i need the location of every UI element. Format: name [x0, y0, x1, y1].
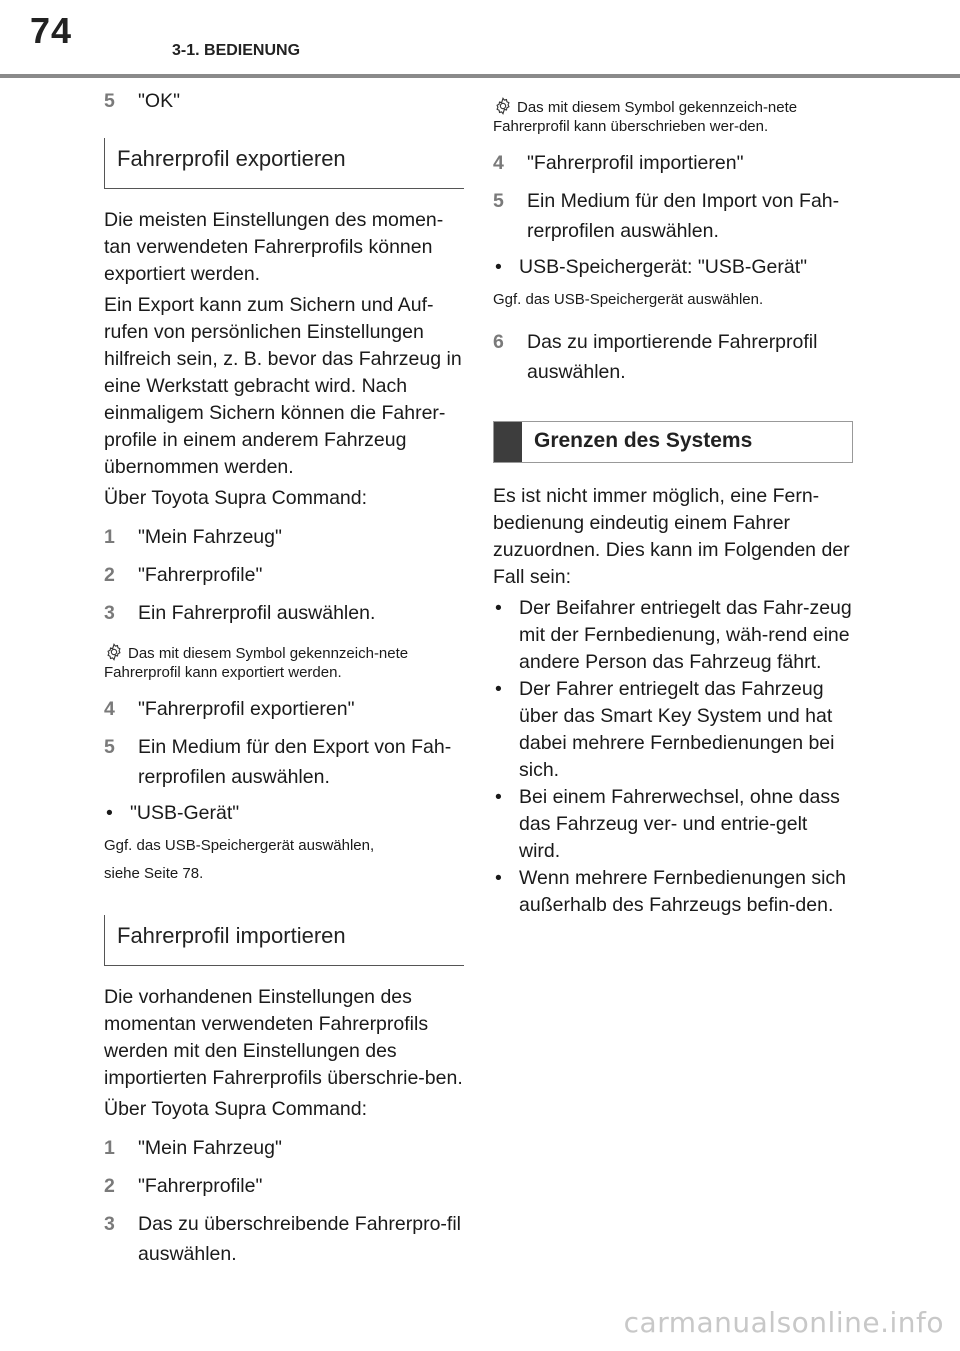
step-item	[493, 148, 853, 178]
note-text: Das mit diesem Symbol gekennzeich-nete Fahrerprofil kann exportiert werden.	[104, 645, 409, 681]
step-number: 5	[493, 190, 504, 212]
step-text: "Fahrerprofil exportieren"	[138, 698, 355, 720]
watermark: carmanualsonline.info	[623, 1306, 944, 1339]
step-number: 2	[104, 1175, 115, 1197]
page-number: 74	[30, 10, 73, 51]
paragraph: Über Toyota Supra Command:	[104, 487, 368, 509]
step-number: 4	[493, 152, 504, 174]
section-heading-limits	[493, 421, 853, 463]
bullet-text: USB-Speichergerät: "USB-Gerät"	[519, 256, 808, 278]
bullet-item	[493, 595, 853, 676]
gear-icon	[104, 642, 124, 662]
symbol-note	[493, 96, 853, 136]
left-column	[104, 86, 464, 1277]
paragraph: Über Toyota Supra Command:	[104, 1098, 368, 1120]
step-item	[104, 1171, 464, 1201]
bullet-item	[493, 254, 853, 281]
paragraph: Es ist nicht immer möglich, eine Fern-bedienung eindeutig einem Fahrer zuzuordnen. Dies kann im Folgenden der Fall sein:	[493, 485, 850, 588]
step-item	[104, 522, 464, 552]
bullet-symbol: •	[495, 786, 502, 808]
small-note: Ggf. das USB-Speichergerät auswählen,	[104, 837, 375, 854]
step-text: "OK"	[138, 90, 181, 112]
step-text: "Fahrerprofile"	[138, 564, 263, 586]
bullet-item	[493, 865, 853, 919]
chapter-title: 3-1. BEDIENUNG	[172, 42, 301, 59]
bullet-symbol: •	[106, 802, 113, 824]
step-item	[493, 186, 853, 246]
bullet-symbol: •	[495, 678, 502, 700]
step-text: Ein Medium für den Export von Fah-rerprofilen auswählen.	[138, 736, 452, 788]
step-item	[104, 560, 464, 590]
section-heading-import: Fahrerprofil importieren	[104, 915, 464, 966]
step-number: 5	[104, 90, 115, 112]
heading-label: Grenzen des Systems	[534, 429, 753, 452]
step-text: Ein Medium für den Import von Fah-rerprofilen auswählen.	[527, 190, 840, 242]
step-item	[104, 1133, 464, 1163]
step-text: Das zu importierende Fahrerprofil auswählen.	[527, 331, 818, 383]
bullet-item	[493, 784, 853, 865]
step-text: "Fahrerprofile"	[138, 1175, 263, 1197]
step-text: Ein Fahrerprofil auswählen.	[138, 602, 376, 624]
symbol-note	[104, 642, 464, 682]
right-column	[493, 96, 853, 919]
step-item	[104, 598, 464, 628]
bullet-symbol: •	[495, 597, 502, 619]
step-number: 2	[104, 564, 115, 586]
step-number: 1	[104, 526, 115, 548]
bullet-text: Der Beifahrer entriegelt das Fahr-zeug mit der Fernbedienung, wäh-rend eine andere Person das Fahrzeug fährt.	[519, 597, 852, 673]
step-number: 3	[104, 1213, 115, 1235]
step-text: "Mein Fahrzeug"	[138, 1137, 282, 1159]
step-number: 1	[104, 1137, 115, 1159]
bullet-text: "USB-Gerät"	[130, 802, 240, 824]
bullet-text: Der Fahrer entriegelt das Fahrzeug über das Smart Key System und hat dabei mehrere Fernbedienungen bei sich.	[519, 678, 835, 781]
step-text: "Fahrerprofil importieren"	[527, 152, 744, 174]
paragraph: Die vorhandenen Einstellungen des momentan verwendeten Fahrerprofils werden mit den Einstellungen des importierten Fahrerprofils überschrie-ben.	[104, 986, 463, 1089]
step-item	[104, 694, 464, 724]
paragraph: Die meisten Einstellungen des momen-tan verwendeten Fahrerprofils können exportiert werden.	[104, 209, 444, 285]
step-number: 5	[104, 736, 115, 758]
paragraph: Ein Export kann zum Sichern und Auf-rufen von persönlichen Einstellungen hilfreich sein, z. B. bevor das Fahrzeug in eine Werkstatt gebracht wird. Nach einmaligem Sichern können die Fahrer-profile in einem anderem Fahrzeug übernommen werden.	[104, 294, 462, 478]
section-heading-export: Fahrerprofil exportieren	[104, 138, 464, 189]
step-number: 6	[493, 331, 504, 353]
step-item	[104, 86, 464, 116]
page-header	[0, 0, 960, 80]
bullet-item	[104, 800, 464, 827]
header-divider	[0, 74, 960, 78]
bullet-symbol: •	[495, 256, 502, 278]
step-item	[104, 732, 464, 792]
step-text: "Mein Fahrzeug"	[138, 526, 282, 548]
step-item	[493, 327, 853, 387]
step-item	[104, 1209, 464, 1269]
bullet-text: Wenn mehrere Fernbedienungen sich außerhalb des Fahrzeugs befin-den.	[519, 867, 847, 916]
note-text: Das mit diesem Symbol gekennzeich-nete Fahrerprofil kann überschrieben wer-den.	[493, 99, 798, 135]
heading-marker	[494, 422, 522, 462]
gear-icon	[493, 96, 513, 116]
step-number: 3	[104, 602, 115, 624]
bullet-text: Bei einem Fahrerwechsel, ohne dass das Fahrzeug ver- und entrie-gelt wird.	[519, 786, 840, 862]
small-note: siehe Seite 78.	[104, 865, 204, 882]
step-text: Das zu überschreibende Fahrerpro-fil auswählen.	[138, 1213, 461, 1265]
small-note: Ggf. das USB-Speichergerät auswählen.	[493, 291, 764, 308]
bullet-item	[493, 676, 853, 784]
step-number: 4	[104, 698, 115, 720]
bullet-symbol: •	[495, 867, 502, 889]
